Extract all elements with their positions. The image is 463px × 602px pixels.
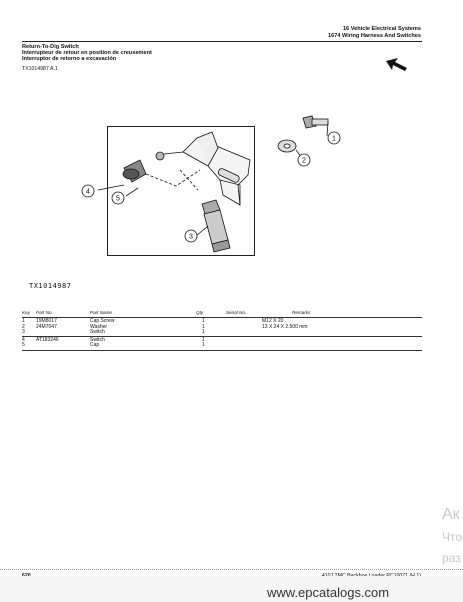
watermark-line-3: раз (442, 551, 461, 565)
col-header-key: Key (22, 310, 30, 315)
table-bottom-rule (22, 350, 422, 351)
table-header-rule (22, 317, 422, 318)
cell-qty: 1 (202, 329, 205, 336)
site-link[interactable]: www.epcatalogs.com (267, 585, 390, 600)
cell-part-name: Switch (90, 329, 105, 336)
cell-qty: 1 (202, 342, 205, 349)
figure-reference: TX1014987 A.1 (22, 66, 58, 72)
callout-3: 3 (189, 233, 193, 241)
callout-4: 4 (86, 188, 90, 196)
title-english: Return-To-Dig Switch (22, 44, 79, 50)
cell-qty: 1 (202, 323, 205, 330)
watermark-line-2: Что (442, 530, 463, 544)
col-header-part-no: Part No. (36, 310, 53, 315)
footer-bar (0, 576, 463, 602)
cell-key: 5 (22, 342, 25, 349)
parts-table-body (22, 319, 422, 349)
table-row (22, 330, 422, 336)
footer-divider (0, 569, 463, 570)
cell-qty: 1 (202, 318, 205, 324)
col-header-serial: Serial No. (226, 310, 247, 315)
title-spanish: Interruptor de retorno a excavación (22, 56, 117, 62)
cell-part-name: Switch (90, 336, 105, 343)
cell-part-no: 19M8017 (36, 318, 57, 324)
figure-label: TX1014987 (29, 282, 72, 290)
cell-key: 4 (22, 336, 25, 343)
cell-key: 2 (22, 323, 25, 330)
table-row (22, 343, 422, 349)
cell-remarks: M12 X 20 (262, 318, 284, 324)
callout-5: 5 (116, 195, 120, 203)
parts-illustration (80, 110, 350, 270)
callout-2: 2 (302, 157, 306, 165)
cell-part-no: AT183246 (36, 336, 59, 343)
cell-part-name: Cap (90, 342, 100, 349)
title-french: Interrupteur de retour en position de creusement (22, 50, 152, 56)
cell-qty: 1 (202, 336, 205, 343)
col-header-part-name: Part Name (90, 310, 112, 315)
cell-part-name: Cap Screw (90, 318, 115, 324)
back-arrow-icon[interactable] (386, 58, 408, 72)
cell-remarks: 13 X 24 X 2.500 mm (262, 323, 308, 330)
watermark-line-1: Ак (442, 506, 460, 523)
col-header-remarks: Remarks (292, 310, 311, 315)
callout-1: 1 (332, 135, 336, 143)
cell-key: 1 (22, 318, 25, 324)
cell-key: 3 (22, 329, 25, 336)
chapter-title: 16 Vehicle Electrical Systems (342, 26, 421, 32)
cell-part-name: Washer (90, 323, 108, 330)
section-subtitle: 1674 Wiring Harness And Switches (327, 33, 421, 39)
cell-part-no: 24M7047 (36, 323, 57, 330)
header-rule (22, 41, 422, 42)
col-header-qty: Qty (196, 310, 204, 315)
